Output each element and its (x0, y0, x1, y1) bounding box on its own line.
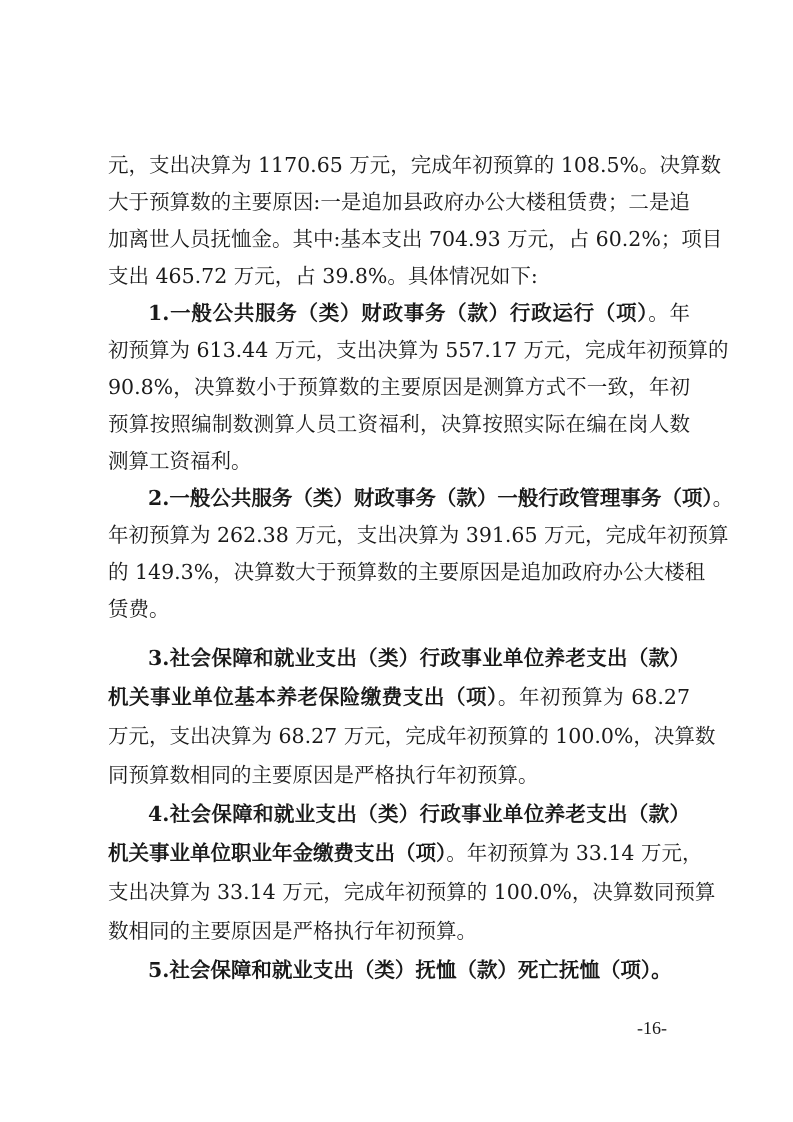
item-heading: 2.一般公共服务（类）财政事务（款）一般行政管理事务（项） (148, 486, 713, 510)
text-line: 赁费。 (108, 597, 170, 621)
item-text: 。 (712, 486, 734, 510)
item-heading: 3.社会保障和就业支出（类）行政事业单位养老支出（款） (148, 646, 690, 670)
item-heading: 4.社会保障和就业支出（类）行政事业单位养老支出（款） (148, 802, 690, 826)
text-line: 加离世人员抚恤金。其中:基本支出 704.93 万元，占 60.2%；项目 (108, 227, 723, 251)
text-line: 万元，支出决算为 68.27 万元，完成年初预算的 100.0%，决算数 (108, 724, 716, 748)
text-line: 的 149.3%，决算数大于预算数的主要原因是追加政府办公大楼租 (108, 560, 706, 584)
text-line: 测算工资福利。 (108, 449, 252, 473)
text-line (108, 682, 690, 712)
text-line: 大于预算数的主要原因:一是追加县政府办公大楼租赁费；二是追 (108, 190, 690, 214)
item-text: 。年 (648, 301, 690, 325)
text-line: 元，支出决算为 1170.65 万元，完成年初预算的 108.5%。决算数 (108, 153, 721, 177)
item-text: 。年初预算为 68.27 (497, 685, 690, 709)
item-heading: 1.一般公共服务（类）财政事务（款）行政运行（项） (148, 301, 649, 325)
text-line: 90.8%，决算数小于预算数的主要原因是测算方式不一致，年初 (108, 375, 690, 399)
text-line: 初预算为 613.44 万元，支出决算为 557.17 万元，完成年初预算的 (108, 338, 729, 362)
text-line: 支出 465.72 万元，占 39.8%。具体情况如下: (108, 264, 538, 288)
text-line: 支出决算为 33.14 万元，完成年初预算的 100.0%，决算数同预算 (108, 880, 716, 904)
item-heading: 5.社会保障和就业支出（类）抚恤（款）死亡抚恤（项）。 (148, 958, 672, 982)
text-line: 预算按照编制数测算人员工资福利，决算按照实际在编在岗人数 (108, 412, 690, 436)
text-line (108, 838, 703, 868)
item-text: 。年初预算为 33.14 万元， (446, 841, 703, 865)
item-heading: 机关事业单位基本养老保险缴费支出（项） (108, 685, 498, 709)
text-line (148, 298, 690, 328)
text-line: 同预算数相同的主要原因是严格执行年初预算。 (108, 763, 539, 787)
text-line: 数相同的主要原因是严格执行年初预算。 (108, 919, 477, 943)
page-number: -16- (637, 1018, 667, 1038)
text-line: 年初预算为 262.38 万元，支出决算为 391.65 万元，完成年初预算 (108, 523, 729, 547)
text-line (148, 483, 734, 513)
item-heading: 机关事业单位职业年金缴费支出（项） (108, 841, 447, 865)
